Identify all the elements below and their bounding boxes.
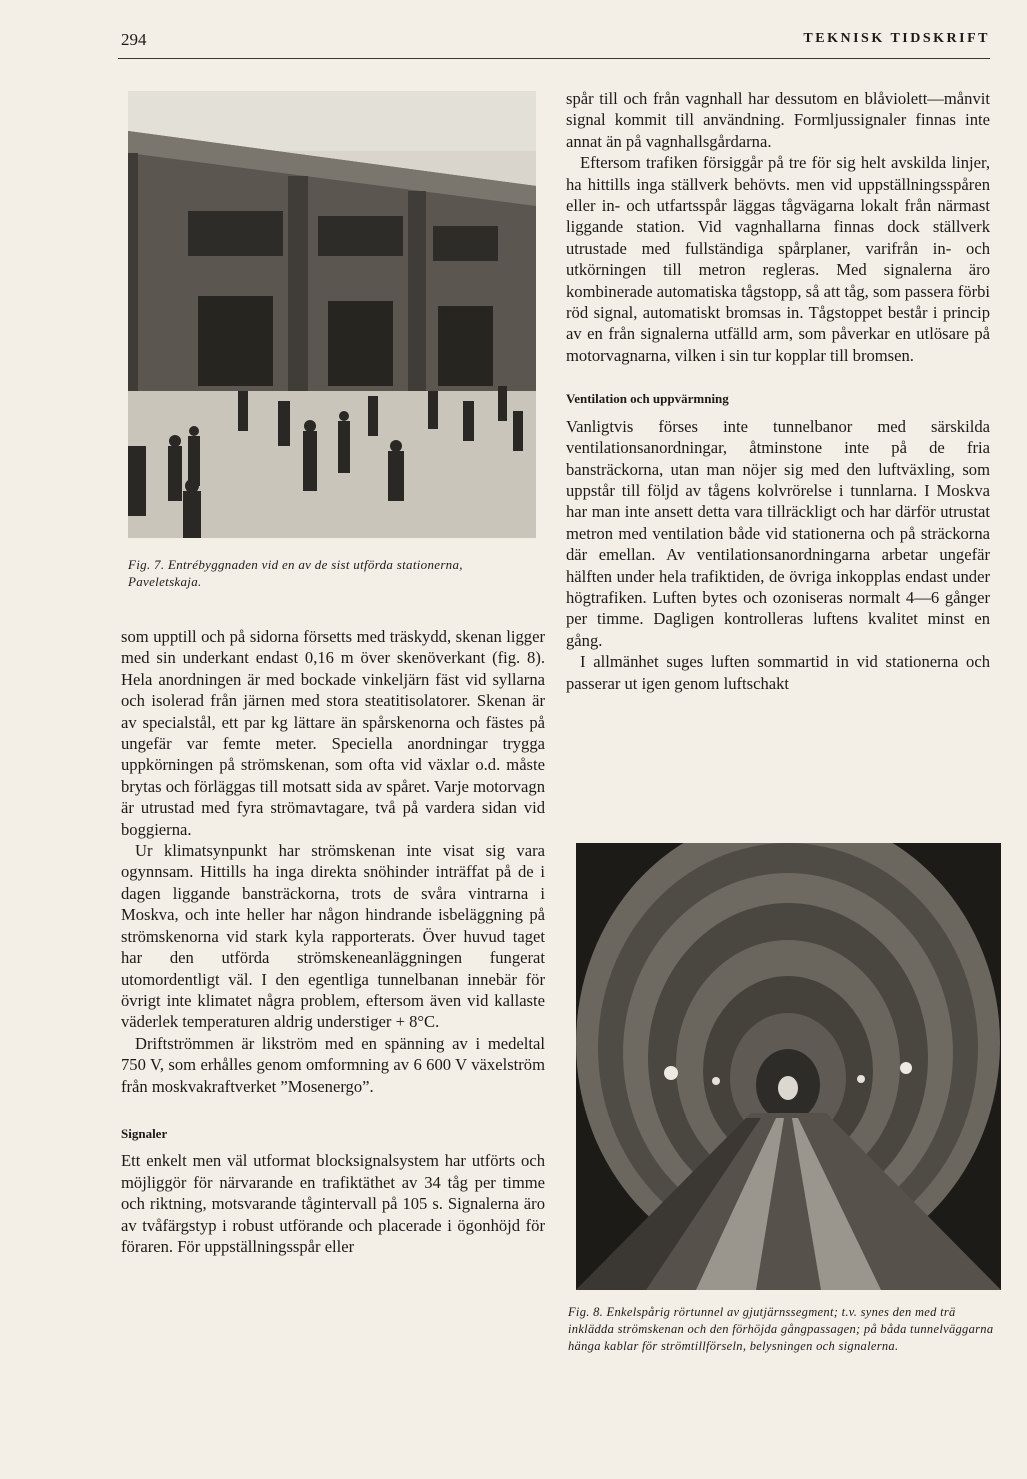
station-building-photo: [128, 91, 536, 538]
page-number: 294: [121, 30, 147, 49]
paragraph: Vanligtvis förses inte tunnelbanor med särskilda ventilationsanordningar, åtminstone inte på de fria bansträckorna, utan man nöjer sig med den luftväxling, som uppstår till följd av tågens kolvrörelse i tunnlarna. I Moskva har man inte ansett detta vara tillräckligt och har därför utrustat metron med ventilation både vid stationerna och på sträckorna där emellan. Av ventilationsanordningarna arbetar ungefär hälften under hela trafiktiden, de övriga inkopplas endast under högtrafiken. Luften bytes och ozoniseras normalt 4—6 gånger per timme. Dagligen kontrolleras luftens kvalitet minst en gång.: [566, 416, 990, 650]
paragraph: I allmänhet suges luften sommartid in vid stationerna och passerar ut igen genom luftschakt: [566, 652, 990, 693]
paragraph: Driftströmmen är likström med en spänning av i medeltal 750 V, som erhålles genom omformning av 6 600 V växelström från moskvakraftverket ”Mosenergo”.: [121, 1033, 545, 1096]
paragraph: Ett enkelt men väl utformat blocksignalsystem har utförts och möjliggör för närvarande en trafiktäthet av 34 tåg per timme och riktning, motsvarande tågintervall på 105 s. Signalerna äro av tvåfärgstyp i robust utförande och placerade i ögonhöjd för föraren. För uppställningsspår eller: [121, 1151, 545, 1256]
tunnel-photo: [576, 843, 1001, 1290]
left-column: [121, 626, 545, 1257]
right-column: [566, 88, 990, 694]
paragraph: spår till och från vagnhall har dessutom en blåviolett—månvit signal kommit till användning. Formljussignaler finnas inte annat än på vagnhallsgårdarna.: [566, 89, 990, 151]
figure-7-caption: Fig. 7. Entrébyggnaden vid en av de sist utförda stationerna, Paveletskaja.: [128, 557, 463, 589]
header-rule: [118, 58, 990, 59]
paragraph: Eftersom trafiken försiggår på tre för sig helt avskilda linjer, ha hittills inga ställverk behövts. men vid uppställningsspåren eller in- och utfartsspår läggas tågvägarna lokalt från närmast liggande station. Vid vagnhallarna finnas dock ställverk utrustade med fullständiga spårplaner, varifrån in- och utkörningen till metron regleras. Med signalerna äro kombinerade automatiska tågstopp, så att tåg, som passera förbi röd signal, automatiskt bromsas in. Tågstoppet består i princip av en från signalerna utfälld arm, som påverkar en utlösare på motorvagnarna, vilken i sin tur kopplar till bromsen.: [566, 153, 990, 365]
section-heading-ventilation: Ventilation och uppvärmning: [566, 391, 729, 407]
section-heading-signaler: Signaler: [121, 1125, 168, 1141]
paragraph: som upptill och på sidorna försetts med träskydd, skenan ligger med sin underkant endast 0,16 m över skenöverkant (fig. 8). Hela anordningen är med bockade vinkeljärn fäst vid syllarna och isolerad från järnen med stora steatitisolatorer. Skenan är av specialstål, ett par kg lättare än spårskenorna och fästes på ungefär var femte meter. Speciella anordningar trygga uppkörningen på strömskenan, som ofta vid växlar o.d. måste brytas och förläggas till motsatt sida av spåret. Varje motorvagn är utrustad med fyra strömavtagare, två på vardera sidan vid boggierna.: [121, 627, 545, 839]
journal-title: TEKNISK TIDSKRIFT: [803, 31, 990, 46]
paragraph: Ur klimatsynpunkt har strömskenan inte visat sig vara ogynnsam. Hittills ha inga direkta snöhinder inträffat på de i dagen liggande bansträckorna, trots de svåra vintrarna i Moskva, och inte heller har någon hindrande isbeläggning på strömskenorna vid stark kyla rapporterats. Över huvud taget har den utförda strömskeneanläggningen fungerat utomordentligt väl. I den egentliga tunnelbanan innebär för övrigt inte klimatet några problem, eftersom även vid kallaste väderlek temperaturen aldrig understiger + 8°C.: [121, 841, 545, 1032]
figure-8-caption: Fig. 8. Enkelspårig rörtunnel av gjutjärnssegment; t.v. synes den med trä inklädda strömskenan och den förhöjda gångpassagen; på båda tunnelväggarna hänga kablar för strömtillförseln, belysningen och signalerna.: [568, 1305, 994, 1353]
